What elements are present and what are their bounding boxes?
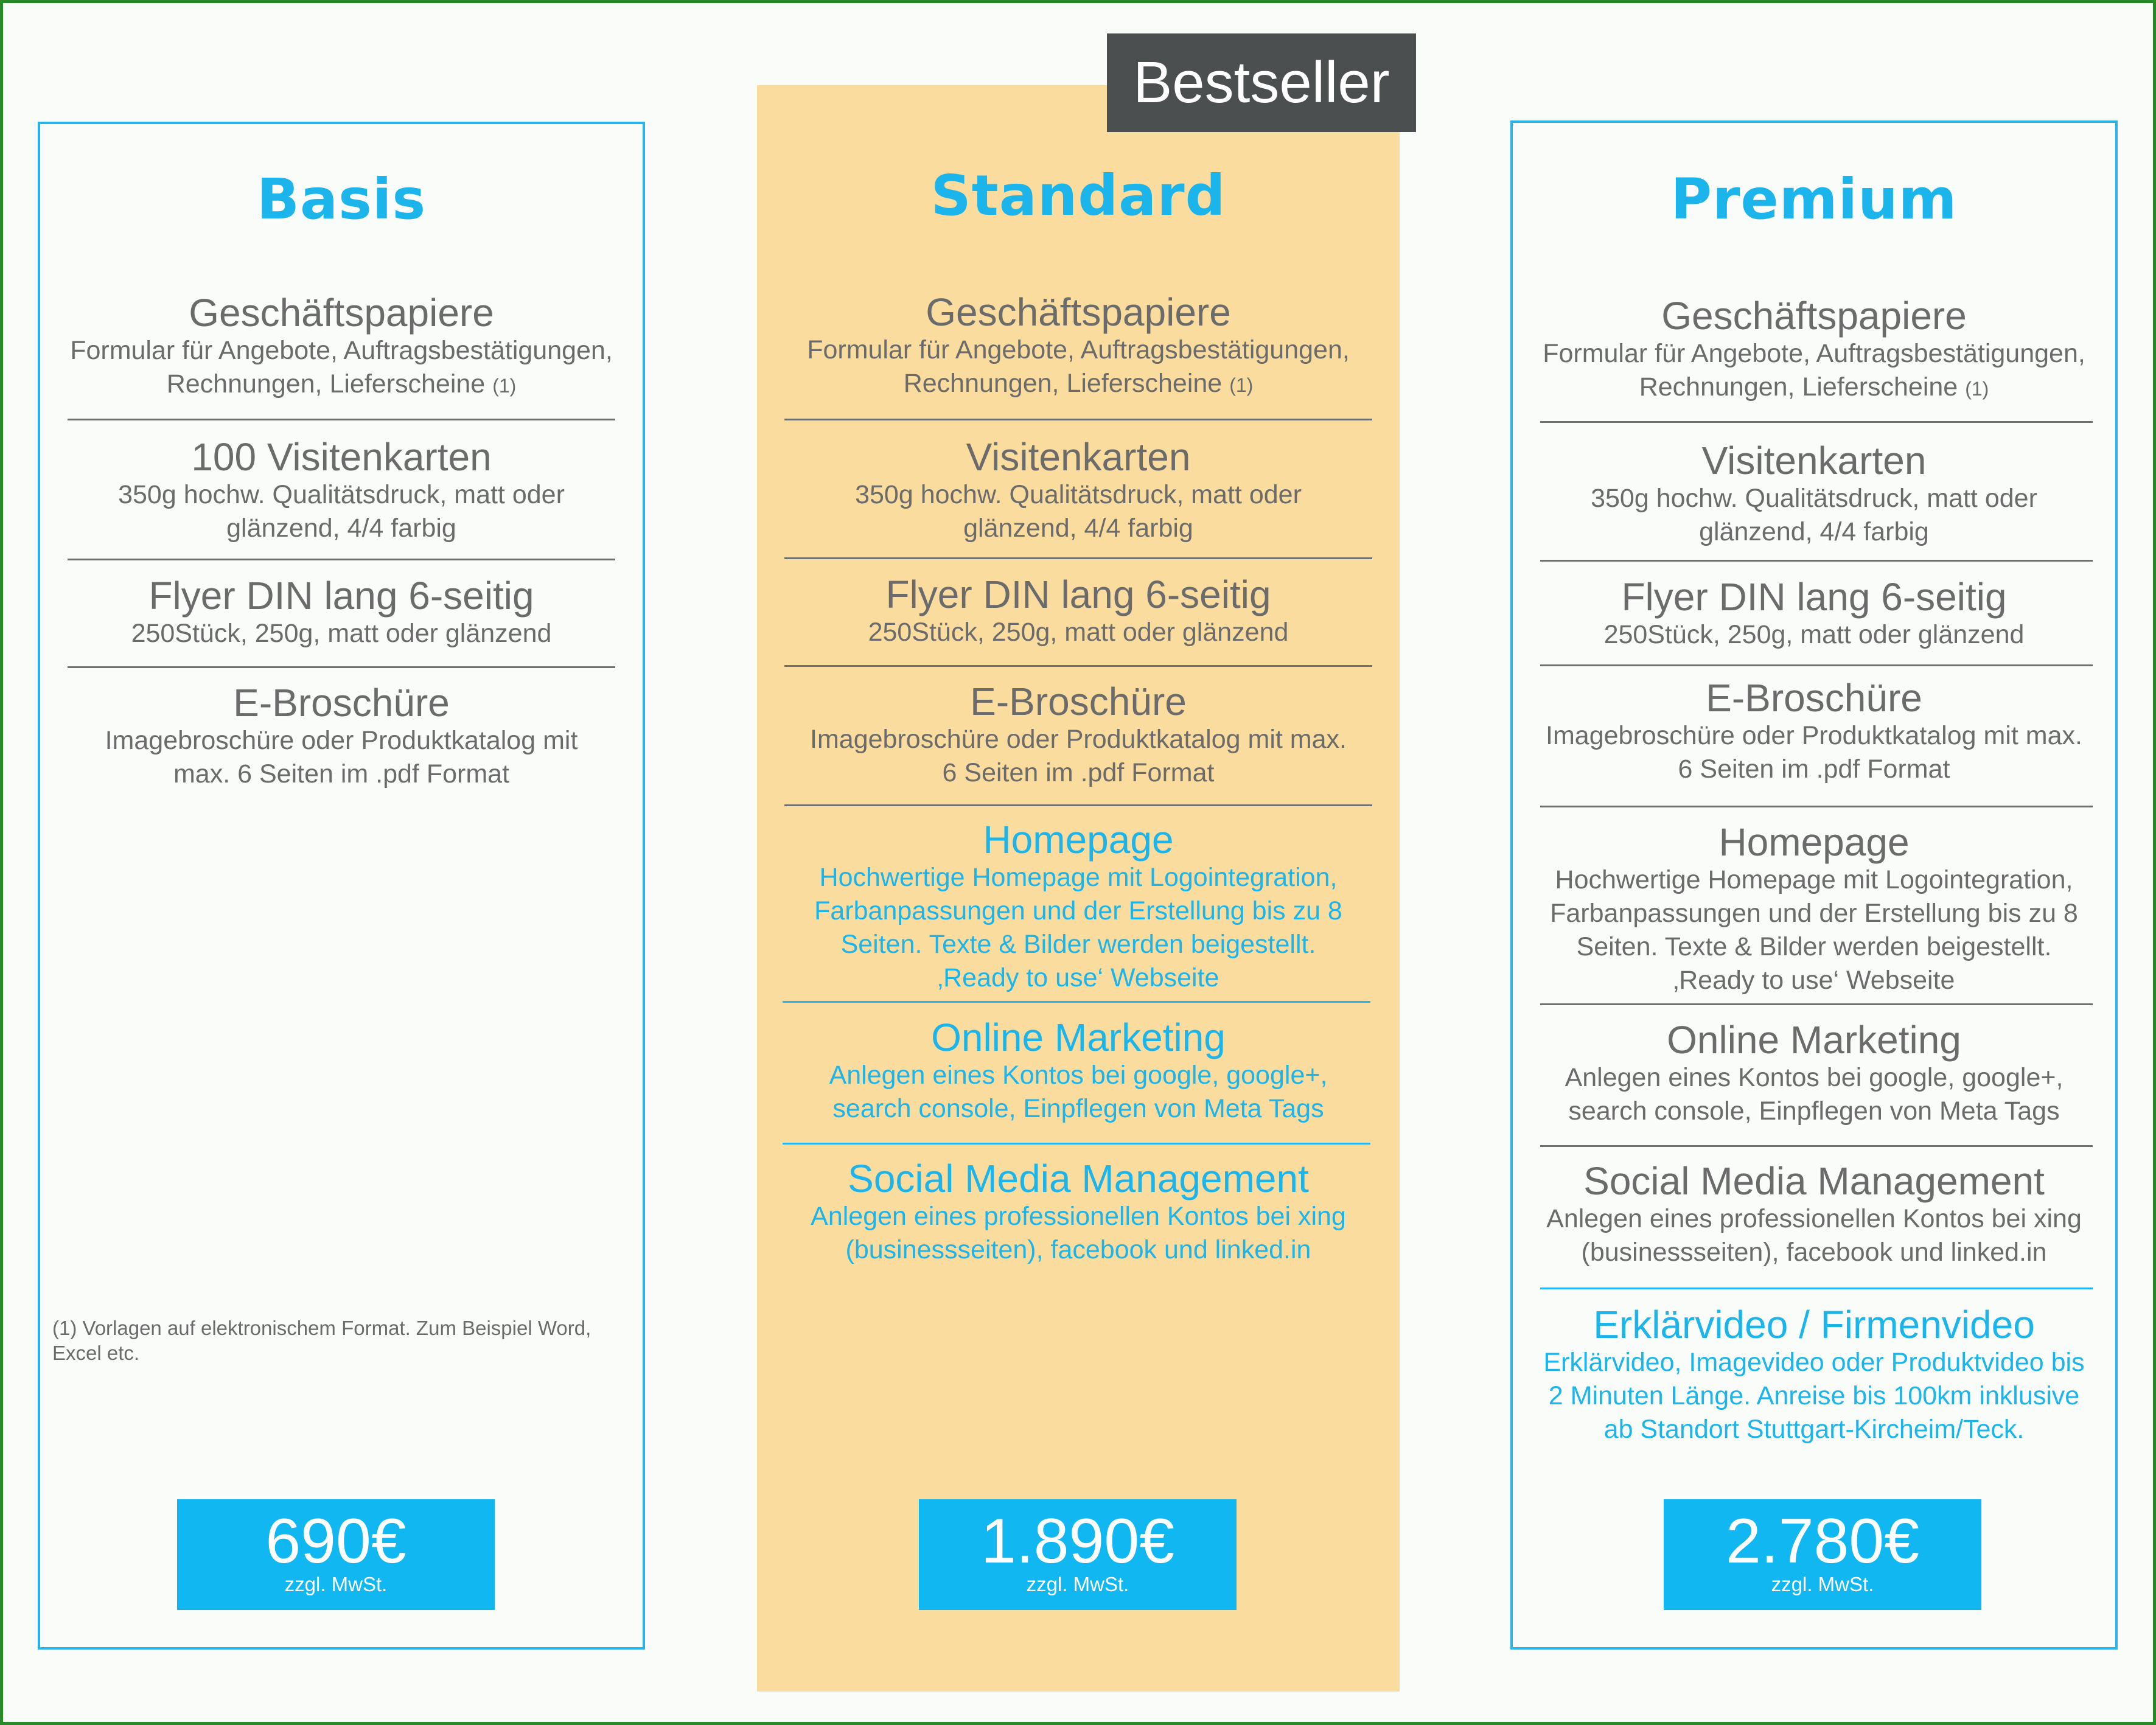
feature-title: Geschäftspapiere xyxy=(1661,294,1967,338)
feature-desc: 2 Minuten Länge. Anreise bis 100km inklusive xyxy=(1548,1381,2080,1410)
price-amount: 1.890€ xyxy=(980,1506,1175,1577)
feature-title: Homepage xyxy=(1718,820,1910,864)
divider xyxy=(783,1001,1370,1003)
feature-desc: Formular für Angebote, Auftragsbestätigungen, xyxy=(807,335,1350,364)
divider xyxy=(68,666,615,668)
footnote-ref: (1) xyxy=(492,375,517,397)
footnote-ref: (1) xyxy=(1965,378,1989,400)
feature-title: Geschäftspapiere xyxy=(189,291,494,335)
price-amount: 2.780€ xyxy=(1725,1506,1920,1577)
plan-title: Premium xyxy=(1670,167,1958,232)
divider xyxy=(1540,560,2093,562)
feature-desc: Anlegen eines Kontos bei google, google+, xyxy=(829,1061,1328,1090)
feature-desc: 250Stück, 250g, matt oder glänzend xyxy=(868,618,1289,647)
feature-desc: search console, Einpflegen von Meta Tags xyxy=(832,1094,1324,1123)
feature-desc: glänzend, 4/4 farbig xyxy=(226,514,456,543)
price-box xyxy=(919,1499,1237,1610)
feature-desc: Rechnungen, Lieferscheine xyxy=(1639,372,1958,402)
feature-desc: ‚Ready to use‘ Webseite xyxy=(937,963,1219,992)
feature-geschaeftspapiere xyxy=(40,291,643,403)
feature-title: Erklärvideo / Firmenvideo xyxy=(1593,1303,2035,1347)
divider xyxy=(784,804,1372,806)
divider xyxy=(1540,421,2093,423)
feature-desc: Anlegen eines professionellen Kontos bei xing xyxy=(811,1202,1346,1231)
feature-desc: 6 Seiten im .pdf Format xyxy=(942,758,1215,787)
feature-desc: Seiten. Texte & Bilder werden beigestellt. xyxy=(840,930,1316,959)
feature-flyer xyxy=(1513,576,2115,652)
feature-desc: glänzend, 4/4 farbig xyxy=(1699,517,1929,546)
divider xyxy=(783,1143,1370,1145)
feature-visitenkarten xyxy=(757,436,1400,545)
plan-title: Basis xyxy=(256,167,427,232)
footnote: (1) Vorlagen auf elektronischem Format. Zum Beispiel Word, Excel etc. xyxy=(52,1317,591,1364)
feature-desc: Erklärvideo, Imagevideo oder Produktvideo bis xyxy=(1543,1348,2085,1377)
divider xyxy=(784,419,1372,420)
feature-desc: Imagebroschüre oder Produktkatalog mit max. xyxy=(810,725,1347,754)
feature-desc: ab Standort Stuttgart-Kircheim/Teck. xyxy=(1603,1415,2025,1444)
plan-title: Standard xyxy=(930,163,1226,228)
feature-desc: Formular für Angebote, Auftragsbestätigungen, xyxy=(1543,339,2085,368)
feature-title: Flyer DIN lang 6-seitig xyxy=(148,574,534,618)
price-vat-note: zzgl. MwSt. xyxy=(1771,1573,1874,1595)
feature-title: Online Marketing xyxy=(1667,1018,1961,1062)
feature-erklaervideo xyxy=(1513,1303,2115,1446)
feature-geschaeftspapiere xyxy=(757,291,1400,402)
feature-desc: max. 6 Seiten im .pdf Format xyxy=(173,759,510,789)
feature-geschaeftspapiere xyxy=(1513,294,2115,406)
divider xyxy=(1540,806,2093,807)
feature-desc: Hochwertige Homepage mit Logointegration, xyxy=(819,863,1338,892)
price-vat-note: zzgl. MwSt. xyxy=(284,1573,388,1595)
plan-card-basis xyxy=(38,122,645,1650)
feature-online-marketing xyxy=(757,1016,1400,1126)
feature-desc: Rechnungen, Lieferscheine xyxy=(166,369,486,399)
feature-title: Visitenkarten xyxy=(966,435,1191,479)
plan-card-premium xyxy=(1510,120,2118,1650)
feature-visitenkarten xyxy=(40,436,643,545)
bestseller-badge: Bestseller xyxy=(1107,33,1416,132)
divider xyxy=(1540,664,2093,666)
feature-title: 100 Visitenkarten xyxy=(191,435,492,479)
feature-visitenkarten xyxy=(1513,439,2115,549)
divider xyxy=(784,557,1372,559)
feature-desc: search console, Einpflegen von Meta Tags xyxy=(1568,1096,2060,1126)
feature-desc: 250Stück, 250g, matt oder glänzend xyxy=(1603,620,2025,649)
feature-flyer xyxy=(40,574,643,650)
feature-desc: Farbanpassungen und der Erstellung bis zu 8 xyxy=(814,896,1342,925)
feature-e-broschuere xyxy=(40,681,643,791)
price-box xyxy=(1664,1499,1981,1610)
feature-desc: Rechnungen, Lieferscheine xyxy=(903,369,1223,398)
price-vat-note: zzgl. MwSt. xyxy=(1026,1573,1129,1595)
divider xyxy=(784,665,1372,667)
price-amount: 690€ xyxy=(265,1506,406,1577)
feature-social-media xyxy=(1513,1160,2115,1269)
feature-desc: Seiten. Texte & Bilder werden beigestellt. xyxy=(1576,932,2052,961)
feature-desc: (businessseiten), facebook und linked.in xyxy=(845,1235,1311,1264)
divider xyxy=(1540,1145,2093,1147)
feature-flyer xyxy=(757,573,1400,649)
feature-title: Homepage xyxy=(983,818,1174,862)
feature-desc: Imagebroschüre oder Produktkatalog mit xyxy=(105,726,578,755)
feature-desc: 350g hochw. Qualitätsdruck, matt oder xyxy=(855,480,1302,509)
feature-title: Social Media Management xyxy=(1583,1159,2045,1203)
feature-e-broschuere xyxy=(1513,677,2115,786)
divider xyxy=(1540,1288,2093,1289)
feature-title: Visitenkarten xyxy=(1701,439,1927,483)
divider xyxy=(1540,1003,2093,1005)
feature-title: Social Media Management xyxy=(848,1157,1309,1201)
feature-desc: Hochwertige Homepage mit Logointegration, xyxy=(1555,865,2073,894)
feature-title: E-Broschüre xyxy=(1706,676,1922,720)
plan-card-standard xyxy=(757,85,1400,1692)
feature-desc: ‚Ready to use‘ Webseite xyxy=(1673,966,1955,995)
feature-title: Flyer DIN lang 6-seitig xyxy=(1621,575,2007,619)
feature-homepage xyxy=(757,818,1400,995)
feature-title: Flyer DIN lang 6-seitig xyxy=(885,573,1271,616)
feature-title: E-Broschüre xyxy=(970,680,1187,723)
price-box xyxy=(177,1499,495,1610)
feature-title: Online Marketing xyxy=(931,1016,1226,1059)
feature-online-marketing xyxy=(1513,1019,2115,1128)
feature-title: Geschäftspapiere xyxy=(926,290,1231,334)
feature-desc: Farbanpassungen und der Erstellung bis zu 8 xyxy=(1550,899,2078,928)
feature-desc: Anlegen eines professionellen Kontos bei xing xyxy=(1546,1204,2082,1233)
feature-social-media xyxy=(757,1157,1400,1267)
feature-desc: glänzend, 4/4 farbig xyxy=(963,514,1193,543)
divider xyxy=(68,559,615,560)
feature-desc: (businessseiten), facebook und linked.in xyxy=(1581,1238,2047,1267)
feature-desc: Anlegen eines Kontos bei google, google+, xyxy=(1565,1063,2064,1092)
feature-title: E-Broschüre xyxy=(233,681,450,725)
feature-desc: 250Stück, 250g, matt oder glänzend xyxy=(131,619,552,648)
feature-desc: Imagebroschüre oder Produktkatalog mit max. xyxy=(1546,721,2082,750)
feature-desc: 350g hochw. Qualitätsdruck, matt oder xyxy=(1591,484,2037,513)
footnote-ref: (1) xyxy=(1229,374,1254,396)
feature-desc: 6 Seiten im .pdf Format xyxy=(1678,754,1950,784)
feature-homepage xyxy=(1513,821,2115,997)
feature-desc: 350g hochw. Qualitätsdruck, matt oder xyxy=(118,480,565,509)
feature-desc: Formular für Angebote, Auftragsbestätigungen, xyxy=(70,336,613,365)
divider xyxy=(68,419,615,420)
feature-e-broschuere xyxy=(757,680,1400,790)
